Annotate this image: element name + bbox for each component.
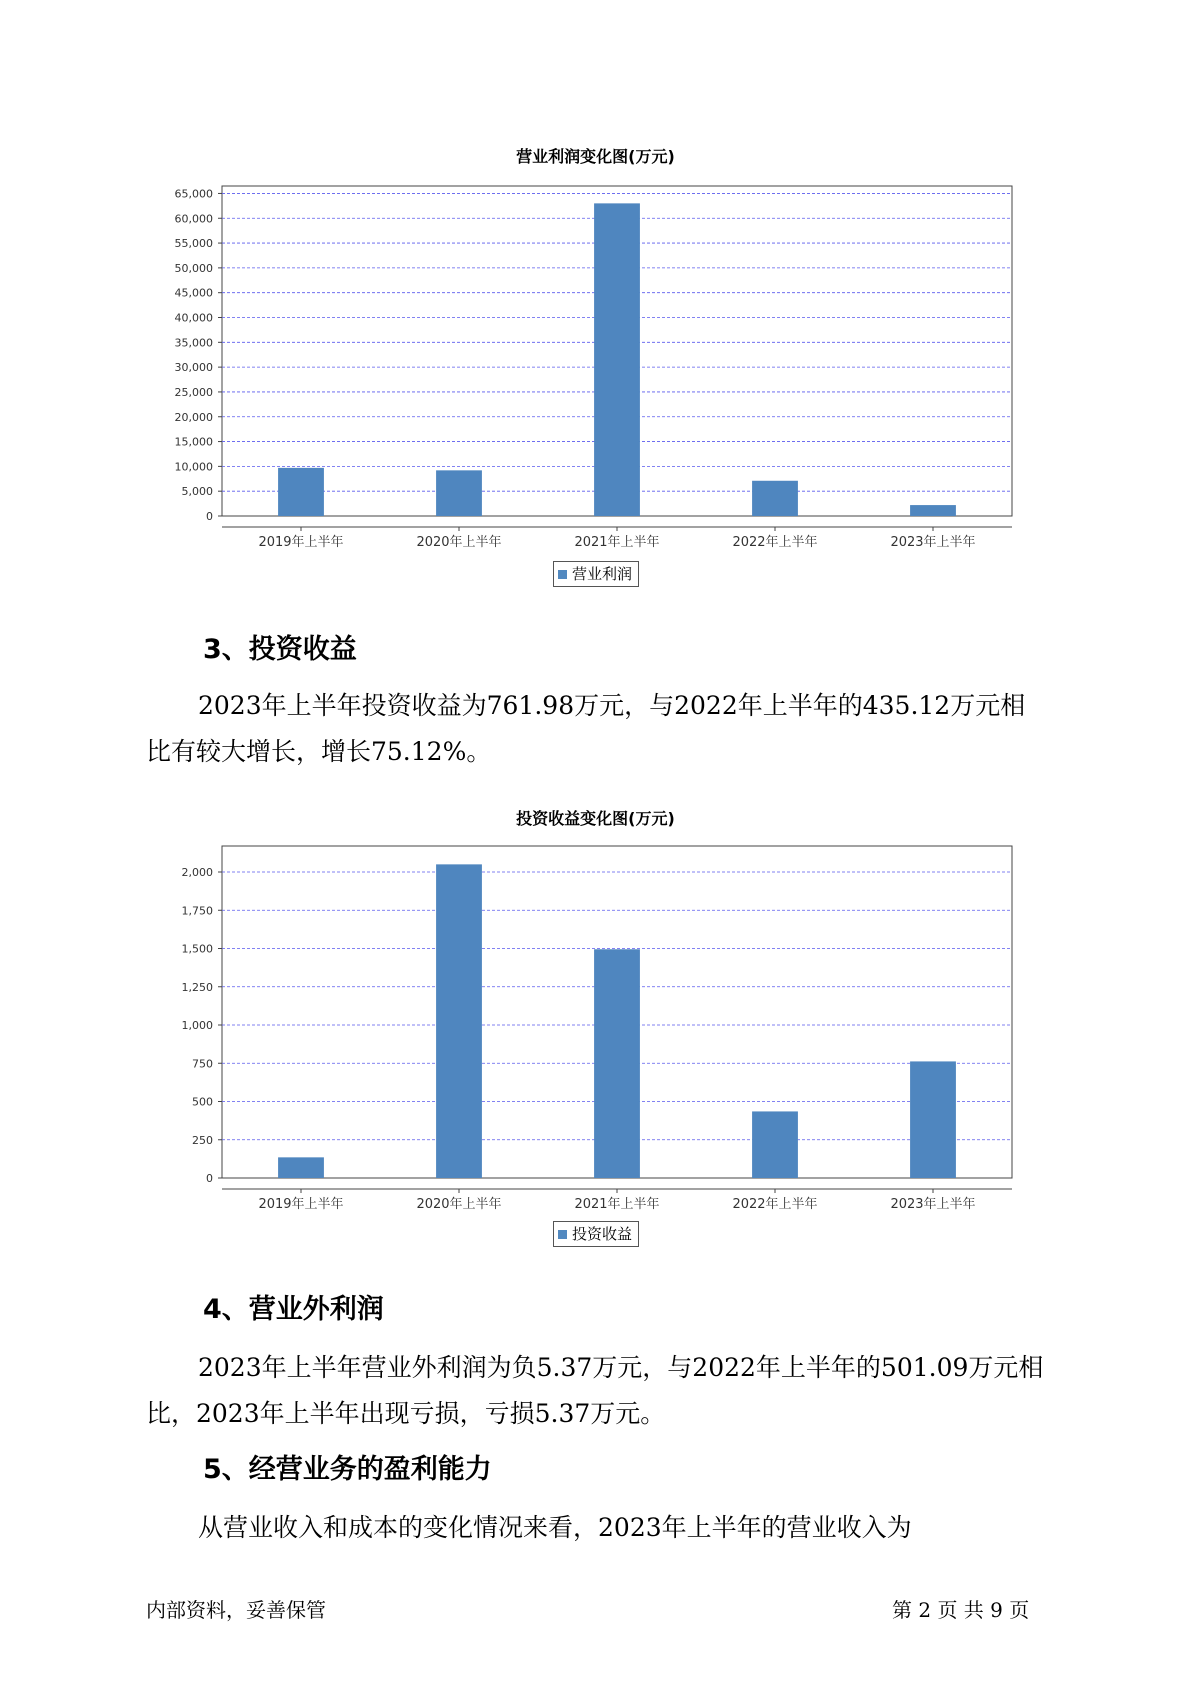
chart1-xtick-label: 2021年上半年 — [574, 535, 660, 550]
section-3-paragraph: 2023年上半年投资收益为761.98万元，与2022年上半年的435.12万元相比有较大增长，增长75.12%。 — [146, 691, 1026, 766]
chart2-ytick-label: 250 — [192, 1133, 213, 1147]
chart2-ytick-label: 1,000 — [181, 1019, 213, 1033]
chart2-legend — [553, 1221, 639, 1247]
chart1-xtick-label: 2019年上半年 — [258, 535, 344, 550]
chart1-ytick-label: 50,000 — [174, 261, 213, 275]
chart1-title: 营业利润变化图(万元) — [516, 147, 675, 166]
chart2-bar — [278, 1157, 324, 1178]
chart1-xtick-label: 2020年上半年 — [416, 535, 502, 550]
chart2-ytick-label: 750 — [192, 1057, 213, 1071]
chart2-bar — [436, 864, 482, 1178]
chart2-ytick-label: 2,000 — [181, 866, 213, 880]
chart2-xtick-label: 2021年上半年 — [574, 1197, 660, 1212]
chart1-ytick-label: 45,000 — [174, 286, 213, 300]
chart1-ytick-label: 15,000 — [174, 435, 213, 449]
section-4-paragraph: 2023年上半年营业外利润为负5.37万元，与2022年上半年的501.09万元相比，2023年上半年出现亏损，亏损5.37万元。 — [146, 1353, 1044, 1428]
chart1-xtick-label: 2022年上半年 — [732, 535, 818, 550]
section-4-heading: 4、营业外利润 — [203, 1294, 384, 1325]
footer-page-info: 第 2 页 共 9 页 — [892, 1598, 1030, 1622]
chart1-ytick-label: 20,000 — [174, 410, 213, 424]
chart2-legend-label: 投资收益 — [572, 1225, 633, 1243]
section-3-heading: 3、投资收益 — [203, 634, 357, 665]
chart2-xtick-label: 2020年上半年 — [416, 1197, 502, 1212]
chart1-xtick-label: 2023年上半年 — [890, 535, 976, 550]
chart2-ytick-label: 1,500 — [181, 942, 213, 956]
chart1-ytick-label: 40,000 — [174, 311, 213, 325]
chart1-ytick-label: 5,000 — [181, 485, 213, 499]
chart1-ytick-label: 0 — [206, 510, 213, 523]
chart2-bar — [910, 1061, 956, 1178]
chart2-bar — [594, 949, 640, 1178]
chart2-xtick-label: 2022年上半年 — [732, 1197, 818, 1212]
chart1-ytick-label: 35,000 — [174, 336, 213, 350]
chart1-legend-label: 营业利润 — [572, 565, 633, 583]
chart1-ytick-label: 10,000 — [174, 460, 213, 474]
section-5-paragraph: 从营业收入和成本的变化情况来看，2023年上半年的营业收入为 — [198, 1513, 912, 1542]
chart2-xtick-label: 2023年上半年 — [890, 1197, 976, 1212]
chart2-bar — [752, 1111, 798, 1178]
chart1-ytick-label: 60,000 — [174, 212, 213, 226]
chart2-ytick-label: 500 — [192, 1095, 213, 1109]
chart2-title: 投资收益变化图(万元) — [516, 809, 675, 828]
section-5-heading: 5、经营业务的盈利能力 — [203, 1454, 492, 1485]
chart1-ytick-label: 25,000 — [174, 385, 213, 399]
chart1-ytick-label: 30,000 — [174, 361, 213, 375]
chart2-ytick-label: 1,750 — [181, 904, 213, 918]
chart2-ytick-label: 0 — [206, 1172, 213, 1185]
footer-confidential: 内部资料，妥善保管 — [146, 1598, 326, 1622]
chart1-ytick-label: 65,000 — [174, 187, 213, 201]
chart1-ytick-label: 55,000 — [174, 237, 213, 251]
chart2-ytick-label: 1,250 — [181, 980, 213, 994]
legend-swatch-icon — [558, 1230, 567, 1239]
chart2-xtick-label: 2019年上半年 — [258, 1197, 344, 1212]
